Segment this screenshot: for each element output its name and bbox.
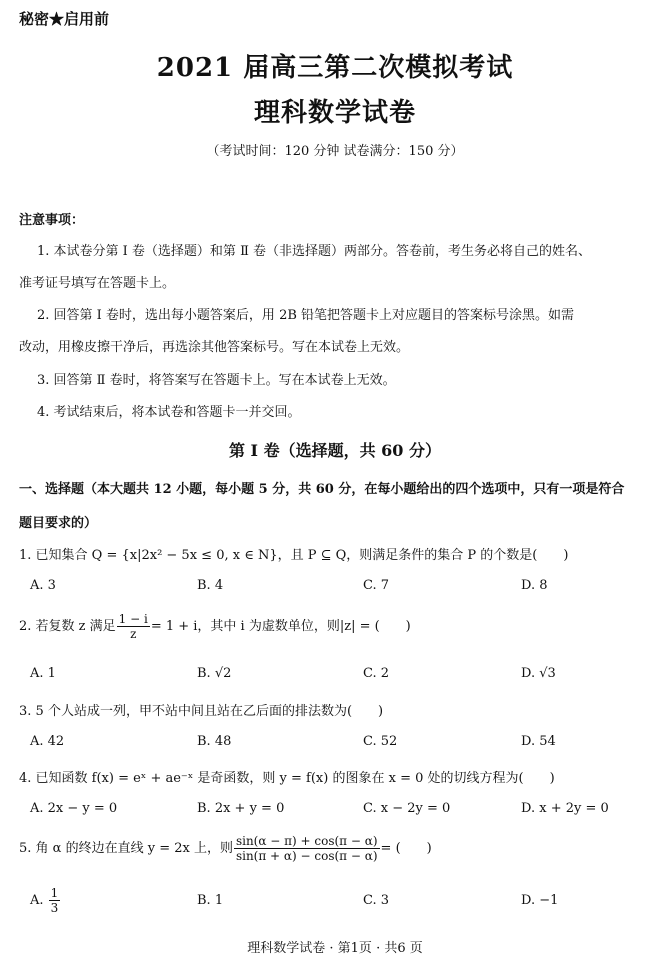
question-2-option-b: B. √2 bbox=[197, 666, 232, 681]
question-5-fraction-denominator: sin(π + α) − cos(π − α) bbox=[235, 849, 378, 863]
notice-item-4: 4. 考试结束后，将本试卷和答题卡一并交回。 bbox=[37, 405, 301, 420]
question-3-option-a: A. 42 bbox=[30, 734, 65, 749]
question-4-option-b: B. 2x + y = 0 bbox=[197, 801, 285, 816]
question-3-option-c: C. 52 bbox=[363, 734, 398, 749]
exam-info: （考试时间：120 分钟 试卷满分：150 分） bbox=[206, 144, 464, 159]
exam-subject-title: 理科数学试卷 bbox=[253, 98, 416, 128]
question-4-stem: 4. 已知函数 f(x) = eˣ + ae⁻ˣ 是奇函数，则 y = f(x) 的图象在 x = 0 处的切线方程为( ) bbox=[19, 771, 555, 786]
question-2-option-d: D. √3 bbox=[521, 666, 556, 681]
part-description-line-2: 题目要求的） bbox=[19, 516, 98, 531]
secret-mark: 秘密★启用前 bbox=[19, 10, 110, 28]
question-5-option-b: B. 1 bbox=[197, 893, 224, 908]
question-5-stem-prefix: 5. 角 α 的终边在直线 y = 2x 上，则 bbox=[19, 841, 233, 856]
question-5-option-a-label: A. bbox=[30, 893, 44, 908]
notice-item-2-line-1: 2. 回答第 Ⅰ 卷时，选出每小题答案后，用 2B 铅笔把答题卡上对应题目的答案标号涂黑。如需 bbox=[37, 308, 575, 323]
question-5-option-c: C. 3 bbox=[363, 893, 390, 908]
question-5-option-a-denominator: 3 bbox=[50, 901, 59, 915]
notice-title: 注意事项： bbox=[19, 213, 85, 228]
question-2-fraction-numerator: 1 − i bbox=[118, 612, 148, 626]
question-1-option-b: B. 4 bbox=[197, 578, 224, 593]
question-5-fraction bbox=[234, 834, 380, 863]
question-2-option-c: C. 2 bbox=[363, 666, 390, 681]
question-1-stem: 1. 已知集合 Q = {x|2x² − 5x ≤ 0, x ∈ N}，且 P ⊆ Q，则满足条件的集合 P 的个数是( ) bbox=[19, 548, 569, 563]
notice-item-1-line-1: 1. 本试卷分第 Ⅰ 卷（选择题）和第 Ⅱ 卷（非选择题）两部分。答卷前，考生务必将自己的姓名、 bbox=[37, 244, 592, 259]
question-5-option-a-fraction bbox=[49, 886, 61, 915]
notice-item-2-line-2: 改动，用橡皮擦干净后，再选涂其他答案标号。写在本试卷上无效。 bbox=[19, 340, 410, 355]
question-1-option-c: C. 7 bbox=[363, 578, 390, 593]
question-2-stem-prefix: 2. 若复数 z 满足 bbox=[19, 619, 116, 634]
question-5-fraction-numerator: sin(α − π) + cos(π − α) bbox=[235, 834, 378, 848]
part-description-line-1: 一、选择题（本大题共 12 小题，每小题 5 分，共 60 分，在每小题给出的四个选项中，只有一项是符合 bbox=[19, 482, 625, 497]
question-2-stem-suffix: = 1 + i，其中 i 为虚数单位，则|z| = ( ) bbox=[150, 619, 411, 634]
question-2-stem bbox=[19, 612, 411, 641]
question-2-fraction bbox=[117, 612, 150, 641]
question-3-option-d: D. 54 bbox=[521, 734, 556, 749]
page-footer: 理科数学试卷 · 第1页 · 共6 页 bbox=[247, 941, 423, 956]
question-4-option-a: A. 2x − y = 0 bbox=[30, 801, 118, 816]
question-1-option-d: D. 8 bbox=[521, 578, 548, 593]
question-5-option-a bbox=[30, 886, 61, 915]
question-4-option-c: C. x − 2y = 0 bbox=[363, 801, 451, 816]
question-1-option-a: A. 3 bbox=[30, 578, 56, 593]
question-2-option-a: A. 1 bbox=[30, 666, 56, 681]
question-4-option-d: D. x + 2y = 0 bbox=[521, 801, 609, 816]
section-title: 第 Ⅰ 卷（选择题，共 60 分） bbox=[228, 441, 442, 460]
question-3-option-b: B. 48 bbox=[197, 734, 232, 749]
question-3-stem: 3. 5 个人站成一列，甲不站中间且站在乙后面的排法数为( ) bbox=[19, 704, 384, 719]
question-5-stem bbox=[19, 834, 432, 863]
exam-title: 2021 届高三第二次模拟考试 bbox=[156, 53, 514, 83]
question-5-option-d: D. −1 bbox=[521, 893, 559, 908]
question-2-fraction-denominator: z bbox=[130, 627, 137, 641]
notice-item-3: 3. 回答第 Ⅱ 卷时，将答案写在答题卡上。写在本试卷上无效。 bbox=[37, 373, 396, 388]
question-5-stem-suffix: = ( ) bbox=[380, 841, 432, 856]
question-5-option-a-numerator: 1 bbox=[50, 886, 59, 900]
notice-item-1-line-2: 准考证号填写在答题卡上。 bbox=[19, 276, 176, 291]
